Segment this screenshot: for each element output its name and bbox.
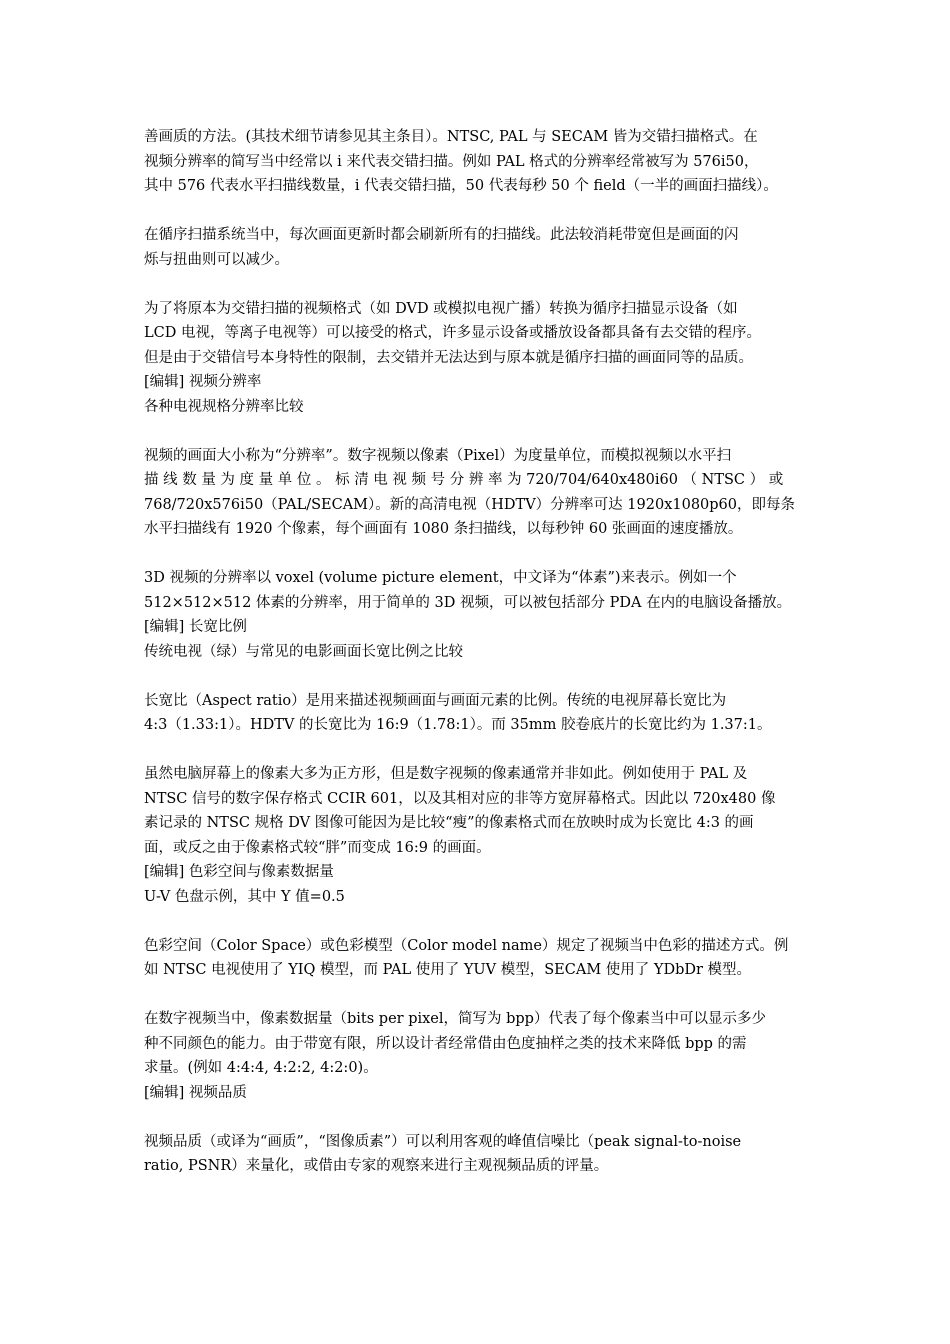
paragraph [144, 223, 808, 272]
section-heading: [编辑] 色彩空间与像素数据量 [144, 864, 334, 880]
text-line: NTSC 信号的数字保存格式 CCIR 601，以及其相对应的非等方宽屏幕格式。因此以 720x480 像 [144, 790, 776, 807]
text-line: 描 线 数 量 为 度 量 单 位 。 标 清 电 视 频 号 分 辨 率 为 720/704/640x480i60 （ NTSC ） 或 [144, 472, 784, 488]
paragraph-gap [144, 909, 808, 934]
text-line: 在循序扫描系统当中，每次画面更新时都会刷新所有的扫描线。此法较消耗带宽但是画面的闪 [144, 227, 739, 243]
paragraph [144, 934, 808, 983]
text-line: 种不同颜色的能力。由于带宽有限，所以设计者经常借由色度抽样之类的技术来降低 bpp 的需 [144, 1035, 747, 1052]
text-line: 视频分辨率的简写当中经常以 i 来代表交错扫描。例如 PAL 格式的分辨率经常被写为 576i50， [144, 153, 759, 170]
text-line: 水平扫描线有 1920 个像素，每个画面有 1080 条扫描线，以每秒钟 60 张画面的速度播放。 [144, 521, 743, 537]
text-line: 512×512×512 体素的分辨率，用于简单的 3D 视频，可以被包括部分 PDA 在内的电脑设备播放。 [144, 594, 792, 611]
paragraph [144, 1007, 808, 1105]
paragraph-gap [144, 664, 808, 689]
text-line: 视频的画面大小称为“分辨率”。数字视频以像素（Pixel）为度量单位，而模拟视频以水平扫 [144, 447, 732, 464]
text-line: U-V 色盘示例，其中 Y 值=0.5 [144, 888, 345, 905]
text-line: 在数字视频当中，像素数据量（bits per pixel，简写为 bpp）代表了每个像素当中可以显示多少 [144, 1011, 766, 1027]
section-heading: [编辑] 视频品质 [144, 1084, 247, 1101]
text-line: 善画质的方法。(其技术细节请参见其主条目）。NTSC, PAL 与 SECAM 皆为交错扫描格式。在 [144, 129, 758, 145]
text-line: LCD 电视，等离子电视等）可以接受的格式，许多显示设备或播放设备都具备有去交错的程序。 [144, 325, 761, 341]
section-heading: [编辑] 视频分辨率 [144, 374, 262, 390]
paragraph-gap [144, 199, 808, 224]
text-line: 虽然电脑屏幕上的像素大多为正方形，但是数字视频的像素通常并非如此。例如使用于 PAL 及 [144, 766, 748, 782]
paragraph-gap [144, 419, 808, 444]
text-line: 传统电视（绿）与常见的电影画面长宽比例之比较 [144, 643, 463, 660]
paragraph-gap [144, 1105, 808, 1130]
text-line: ratio, PSNR）来量化，或借由专家的观察来进行主观视频品质的评量。 [144, 1158, 609, 1174]
paragraph-gap [144, 983, 808, 1008]
text-line: 但是由于交错信号本身特性的限制，去交错并无法达到与原本就是循序扫描的画面同等的品质。 [144, 349, 753, 366]
paragraph [144, 297, 808, 420]
text-line: 烁与扭曲则可以减少。 [144, 251, 289, 268]
paragraph [144, 762, 808, 909]
document-body [144, 125, 808, 1179]
paragraph [144, 125, 808, 199]
text-line: 长宽比（Aspect ratio）是用来描述视频画面与画面元素的比例。传统的电视屏幕长宽比为 [144, 692, 727, 709]
text-line: 其中 576 代表水平扫描线数量，i 代表交错扫描，50 代表每秒 50 个 field（一半的画面扫描线）。 [144, 178, 778, 194]
text-line: 各种电视规格分辨率比较 [144, 398, 304, 415]
text-line: 求量。(例如 4:4:4, 4:2:2, 4:2:0)。 [144, 1060, 378, 1076]
text-line: 4:3（1.33:1）。HDTV 的长宽比为 16:9（1.78:1）。而 35mm 胶卷底片的长宽比约为 1.37:1。 [144, 717, 772, 733]
paragraph-gap [144, 738, 808, 763]
paragraph-gap [144, 272, 808, 297]
section-heading: [编辑] 长宽比例 [144, 619, 247, 635]
paragraph-gap [144, 542, 808, 567]
text-line: 色彩空间（Color Space）或色彩模型（Color model name）规定了视频当中色彩的描述方式。例 [144, 937, 789, 954]
text-line: 素记录的 NTSC 规格 DV 图像可能因为是比较“瘦”的像素格式而在放映时成为长宽比 4:3 的画 [144, 815, 754, 831]
paragraph [144, 689, 808, 738]
text-line: 768/720x576i50（PAL/SECAM）。新的高清电视（HDTV）分辨率可达 1920x1080p60，即每条 [144, 496, 796, 513]
paragraph [144, 1130, 808, 1179]
text-line: 如 NTSC 电视使用了 YIQ 模型，而 PAL 使用了 YUV 模型，SECAM 使用了 YDbDr 模型。 [144, 962, 752, 978]
text-line: 视频品质（或译为“画质”，“图像质素”）可以利用客观的峰值信噪比（peak signal-to-noise [144, 1133, 742, 1150]
paragraph [144, 444, 808, 542]
text-line: 3D 视频的分辨率以 voxel (volume picture element，中文译为“体素”)来表示。例如一个 [144, 570, 737, 586]
paragraph [144, 566, 808, 664]
text-line: 面，或反之由于像素格式较“胖”而变成 16:9 的画面。 [144, 839, 491, 856]
text-line: 为了将原本为交错扫描的视频格式（如 DVD 或模拟电视广播）转换为循序扫描显示设备（如 [144, 300, 738, 317]
